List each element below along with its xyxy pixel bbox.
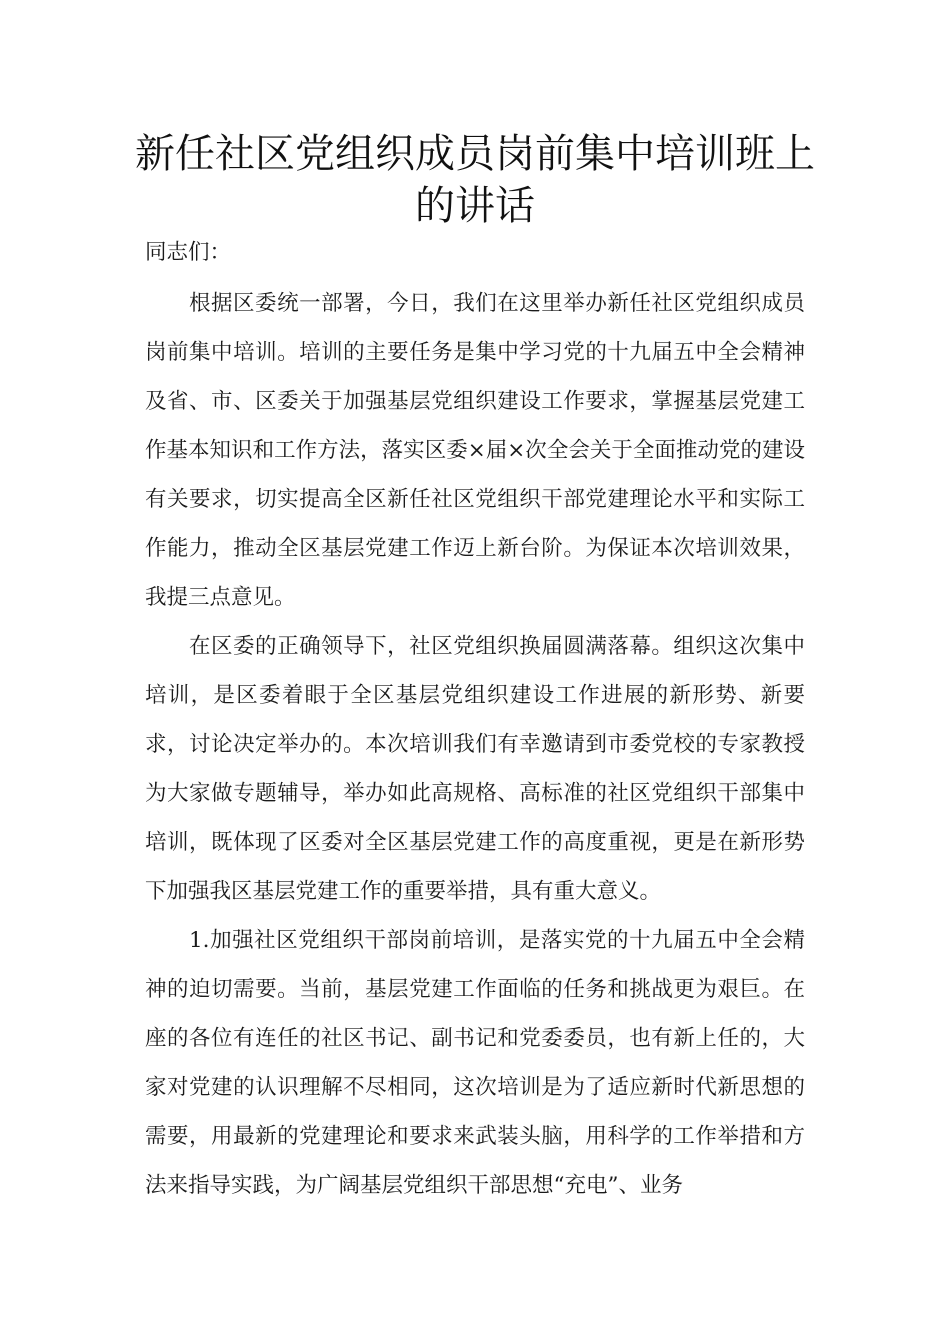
salutation: 同志们： <box>145 240 232 265</box>
document-title-line-1: 新任社区党组织成员岗前集中培训班上 <box>135 131 815 177</box>
document-title-line-2: 的讲话 <box>415 183 535 229</box>
paragraph-1: 根据区委统一部署，今日，我们在这里举办新任社区党组织成员岗前集中培训。培训的主要任务是集中学习党的十九届五中全会精神及省、市、区委关于加强基层党组织建设工作要求，掌握基层党建工作基本知识和工作方法，落实区委×届×次全会关于全面推动党的建设有关要求，切实提高全区新任社区党组织干部党建理论水平和实际工作能力，推动全区基层党建工作迈上新台阶。为保证本次培训效果，我提三点意见。 <box>145 291 805 610</box>
paragraph-2: 在区委的正确领导下，社区党组织换届圆满落幕。组织这次集中培训，是区委着眼于全区基层党组织建设工作进展的新形势、新要求，讨论决定举办的。本次培训我们有幸邀请到市委党校的专家教授为大家做专题辅导，举办如此高规格、高标准的社区党组织干部集中培训，既体现了区委对全区基层党建工作的高度重视，更是在新形势下加强我区基层党建工作的重要举措，具有重大意义。 <box>145 634 805 904</box>
paragraph-3: 1.加强社区党组织干部岗前培训，是落实党的十九届五中全会精神的迫切需要。当前，基层党建工作面临的任务和挑战更为艰巨。在座的各位有连任的社区书记、副书记和党委委员，也有新上任的，大家对党建的认识理解不尽相同，这次培训是为了适应新时代新思想的需要，用最新的党建理论和要求来武装头脑，用科学的工作举措和方法来指导实践，为广阔基层党组织干部思想“充电”、业务 <box>145 928 805 1198</box>
document-body <box>145 228 805 1210</box>
document-title <box>120 128 830 232</box>
